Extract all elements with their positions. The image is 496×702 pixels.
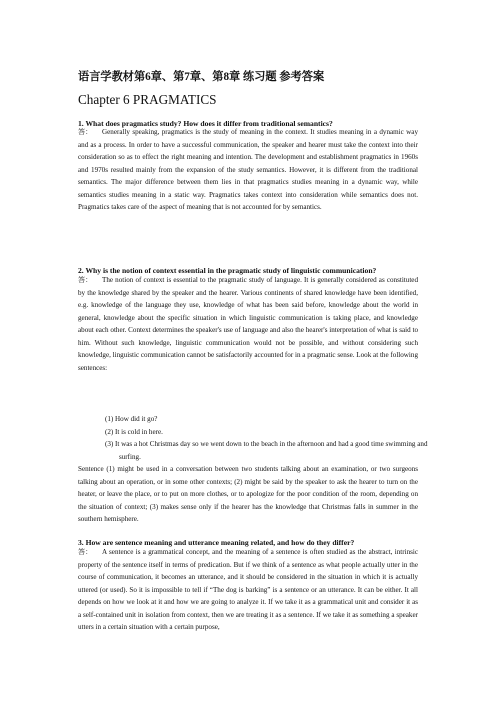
- example-2: (2) It is cold in here.: [105, 427, 163, 436]
- chapter-heading: Chapter 6 PRAGMATICS: [78, 92, 217, 107]
- question-3: 3. How are sentence meaning and utterance meaning related, and how do they differ?: [78, 538, 355, 547]
- answer-1-text: Generally speaking, pragmatics is the study of meaning in the context. It studies meaning in a dynamic way and as a process. In order to have a successful communication, the speaker and hearer must take the context into their consideration so as to effect the right meaning and intention. The development and establishment pragmatics in 1960s and 1970s resulted mainly from the expansion of the study semantics. However, it is different from the traditional semantics. The major difference between them lies in that pragmatics studies meaning in a dynamic way, while semantics studies meaning in a static way. Pragmatics takes context into consideration while semantics does not. Pragmatics takes care of the aspect of meaning that is not accounted for by semantics.: [78, 128, 418, 212]
- question-1: 1. What does pragmatics study? How does it differ from traditional semantics?: [78, 119, 333, 128]
- answer-2-follow-up: Sentence (1) might be used in a conversation between two students talking about an examination, or two surgeons talking about an operation, or in some other contexts; (2) might be said by the speaker to ask the hearer to turn on the heater, or leave the place, or to put on more clothes, or to apologize for the poor condition of the room, depending on the situation of context; (3) makes sense only if the hearer has the knowledge that Christmas falls in summer in the southern hemisphere.: [78, 465, 418, 524]
- answer-3-text: A sentence is a grammatical concept, and the meaning of a sentence is often studied as the abstract, intrinsic property of the sentence itself in terms of predication. But if we think of a sentence as what people actually utter in the course of communication, it becomes an utterance, and it should be considered in the situation in which it is actually uttered (or used). So it is impossible to tell if “The dog is barking” is a sentence or an utterance. It can be either. It all depends on how we look at it and how we are going to analyze it. If we take it as a grammatical unit and consider it as a self-contained unit in isolation from context, then we are treating it as a sentence. If we take it as something a speaker utters in a certain situation with a certain purpose,: [78, 548, 418, 632]
- example-3: (3) It was a hot Christmas day so we went down to the beach in the afternoon and had a good time swimming and surfing.: [105, 440, 428, 461]
- answer-1: [78, 126, 418, 214]
- answer-3: [78, 546, 418, 634]
- example-1: (1) How did it go?: [105, 415, 158, 423]
- question-2: 2. Why is the notion of context essential in the pragmatic study of linguistic communication?: [78, 266, 377, 275]
- answer-tag: 答：: [78, 128, 93, 136]
- answer-2-text: The notion of context is essential to the pragmatic study of language. It is generally considered as constituted by the knowledge shared by the speaker and the hearer. Various continents of shared knowledge have been identified, e.g. knowledge of the language they use, knowledge of what has been said before, knowledge about the world in general, knowledge about the specific situation in which linguistic communication is taking place, and knowledge about each other. Context determines the speaker's use of language and also the hearer's interpretation of what is said to him. Without such knowledge, linguistic communication would not be possible, and without considering such knowledge, linguistic communication cannot be satisfactorily accounted for in a pragmatic sense. Look at the following sentences:: [78, 276, 418, 372]
- document-title: 语言学教材第6章、第7章、第8章 练习题 参考答案: [78, 71, 325, 83]
- answer-2: [78, 274, 418, 374]
- answer-tag: 答：: [78, 276, 93, 284]
- answer-tag: 答：: [78, 548, 93, 556]
